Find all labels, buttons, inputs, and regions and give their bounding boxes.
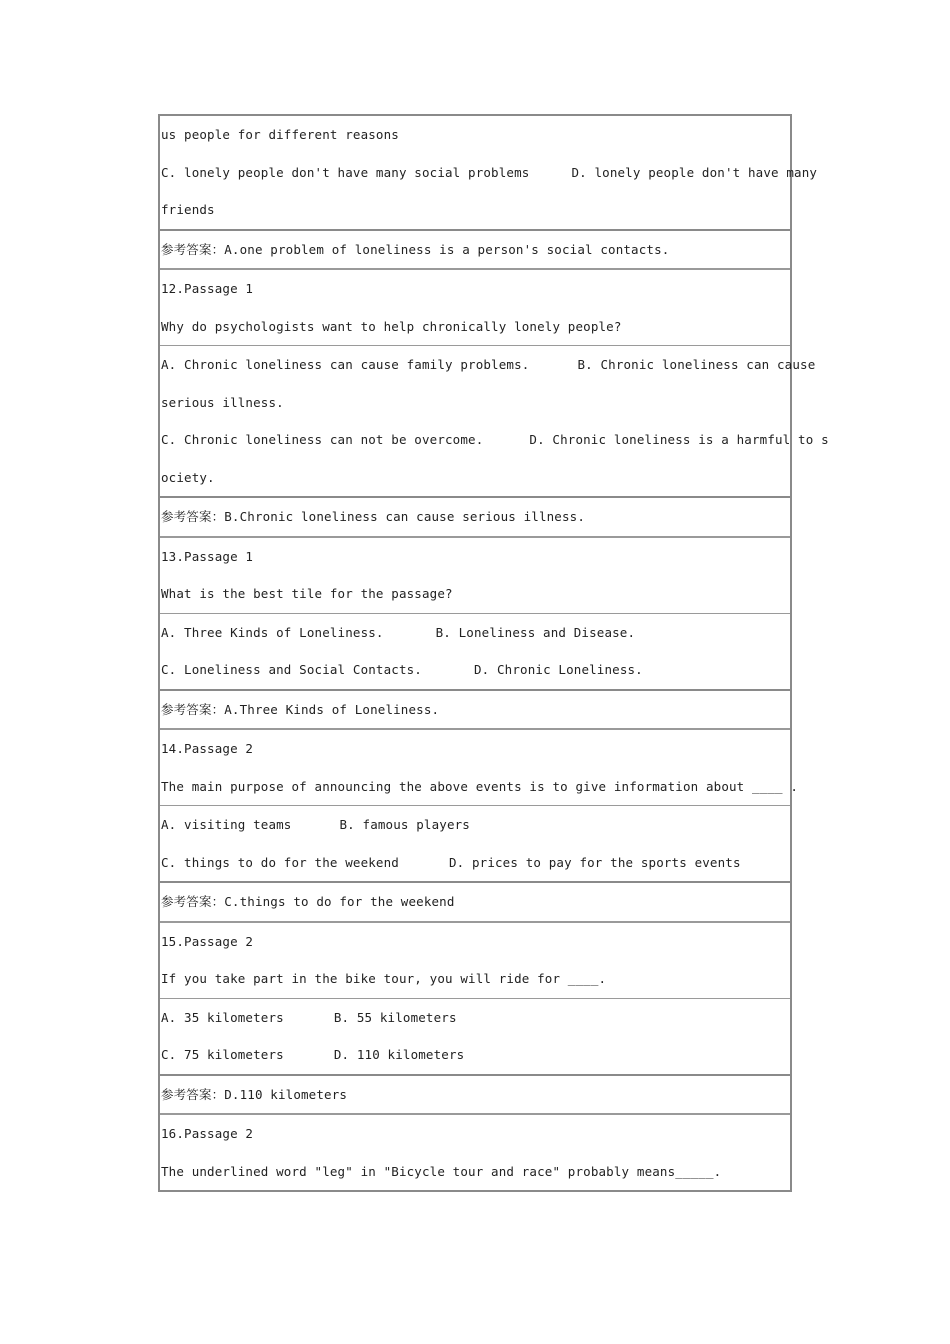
text-line: [160, 1036, 790, 1074]
answer-row: [160, 496, 790, 537]
text-line: [160, 346, 816, 384]
text-line: [160, 883, 790, 921]
question-row: [160, 537, 790, 613]
text-line: [160, 231, 790, 269]
text-line: [160, 116, 790, 154]
text-line: [160, 923, 790, 961]
answer-text: 参考答案：A.one problem of loneliness is a person's social contacts.: [161, 241, 670, 257]
line-text: serious illness.: [161, 394, 284, 410]
text-line: [160, 960, 790, 998]
option-text: A. 35 kilometers: [161, 1009, 284, 1025]
text-line: [160, 651, 790, 689]
answer-row: [160, 229, 790, 270]
option-text: D. lonely people don't have many: [571, 164, 818, 180]
option-text: D. prices to pay for the sports events: [448, 854, 741, 870]
options-row: [160, 613, 790, 689]
option-text: B. famous players: [339, 817, 470, 832]
option-text: D. Chronic Loneliness.: [473, 662, 643, 677]
text-line: [160, 459, 790, 497]
options-row: [160, 345, 829, 496]
question-row: [160, 1114, 790, 1190]
option-text: B. Chronic loneliness can cause: [577, 357, 816, 372]
text-line: [160, 308, 790, 346]
option-text: D. Chronic loneliness is a harmful to s: [529, 432, 829, 447]
answer-row: [160, 881, 790, 922]
line-text: friends: [161, 202, 215, 217]
text-line: [160, 1115, 790, 1153]
line-text: The main purpose of announcing the above events is to give information about ____ .: [161, 778, 799, 794]
options-row: [160, 116, 818, 229]
line-text: 13.Passage 1: [161, 548, 254, 564]
option-text: C. things to do for the weekend: [161, 854, 399, 870]
text-line: [160, 614, 790, 652]
option-text: C. Loneliness and Social Contacts.: [161, 662, 422, 677]
text-line: [160, 768, 799, 806]
line-text: The underlined word "leg" in "Bicycle tour and race" probably means_____.: [161, 1163, 722, 1179]
line-text: 15.Passage 2: [161, 933, 254, 949]
line-text: What is the best tile for the passage?: [161, 586, 453, 601]
option-text: B. 55 kilometers: [333, 1009, 457, 1025]
line-text: us people for different reasons: [161, 127, 399, 142]
line-text: 16.Passage 2: [161, 1126, 254, 1141]
line-text: If you take part in the bike tour, you will ride for ____.: [161, 971, 607, 986]
line-text: 14.Passage 2: [161, 741, 254, 756]
answer-text: 参考答案：D.110 kilometers: [161, 1086, 348, 1102]
text-line: [160, 1076, 790, 1114]
text-line: [160, 999, 790, 1037]
option-text: C. lonely people don't have many social problems: [161, 164, 530, 180]
text-line: [160, 806, 790, 844]
text-line: [160, 498, 790, 536]
text-line: [160, 270, 790, 308]
text-line: [160, 384, 790, 422]
text-line: [160, 421, 829, 459]
answer-text: 参考答案：A.Three Kinds of Loneliness.: [161, 701, 440, 717]
line-text: Why do psychologists want to help chronically lonely people?: [161, 318, 622, 334]
option-text: C. 75 kilometers: [161, 1047, 284, 1062]
text-line: [160, 1153, 790, 1191]
text-line: [160, 191, 790, 229]
text-line: [160, 844, 790, 882]
option-text: D. 110 kilometers: [333, 1047, 465, 1062]
answer-row: [160, 1074, 790, 1115]
options-row: [160, 805, 790, 881]
text-line: [160, 154, 818, 192]
question-row: [160, 269, 790, 345]
line-text: 12.Passage 1: [161, 281, 254, 296]
question-table: [158, 114, 829, 1192]
question-row: [160, 729, 799, 805]
answer-row: [160, 689, 790, 730]
option-text: C. Chronic loneliness can not be overcome.: [161, 432, 484, 447]
option-text: A. visiting teams: [161, 817, 292, 832]
text-line: [160, 575, 790, 613]
answer-text: 参考答案：C.things to do for the weekend: [161, 894, 455, 909]
options-row: [160, 998, 790, 1074]
option-text: B. Loneliness and Disease.: [435, 624, 636, 640]
text-line: [160, 538, 790, 576]
text-line: [160, 691, 790, 729]
line-text: ociety.: [161, 469, 215, 485]
option-text: A. Chronic loneliness can cause family problems.: [161, 357, 530, 372]
text-line: [160, 730, 790, 768]
question-row: [160, 922, 790, 998]
option-text: A. Three Kinds of Loneliness.: [161, 624, 384, 640]
answer-text: 参考答案：B.Chronic loneliness can cause serious illness.: [161, 509, 586, 524]
